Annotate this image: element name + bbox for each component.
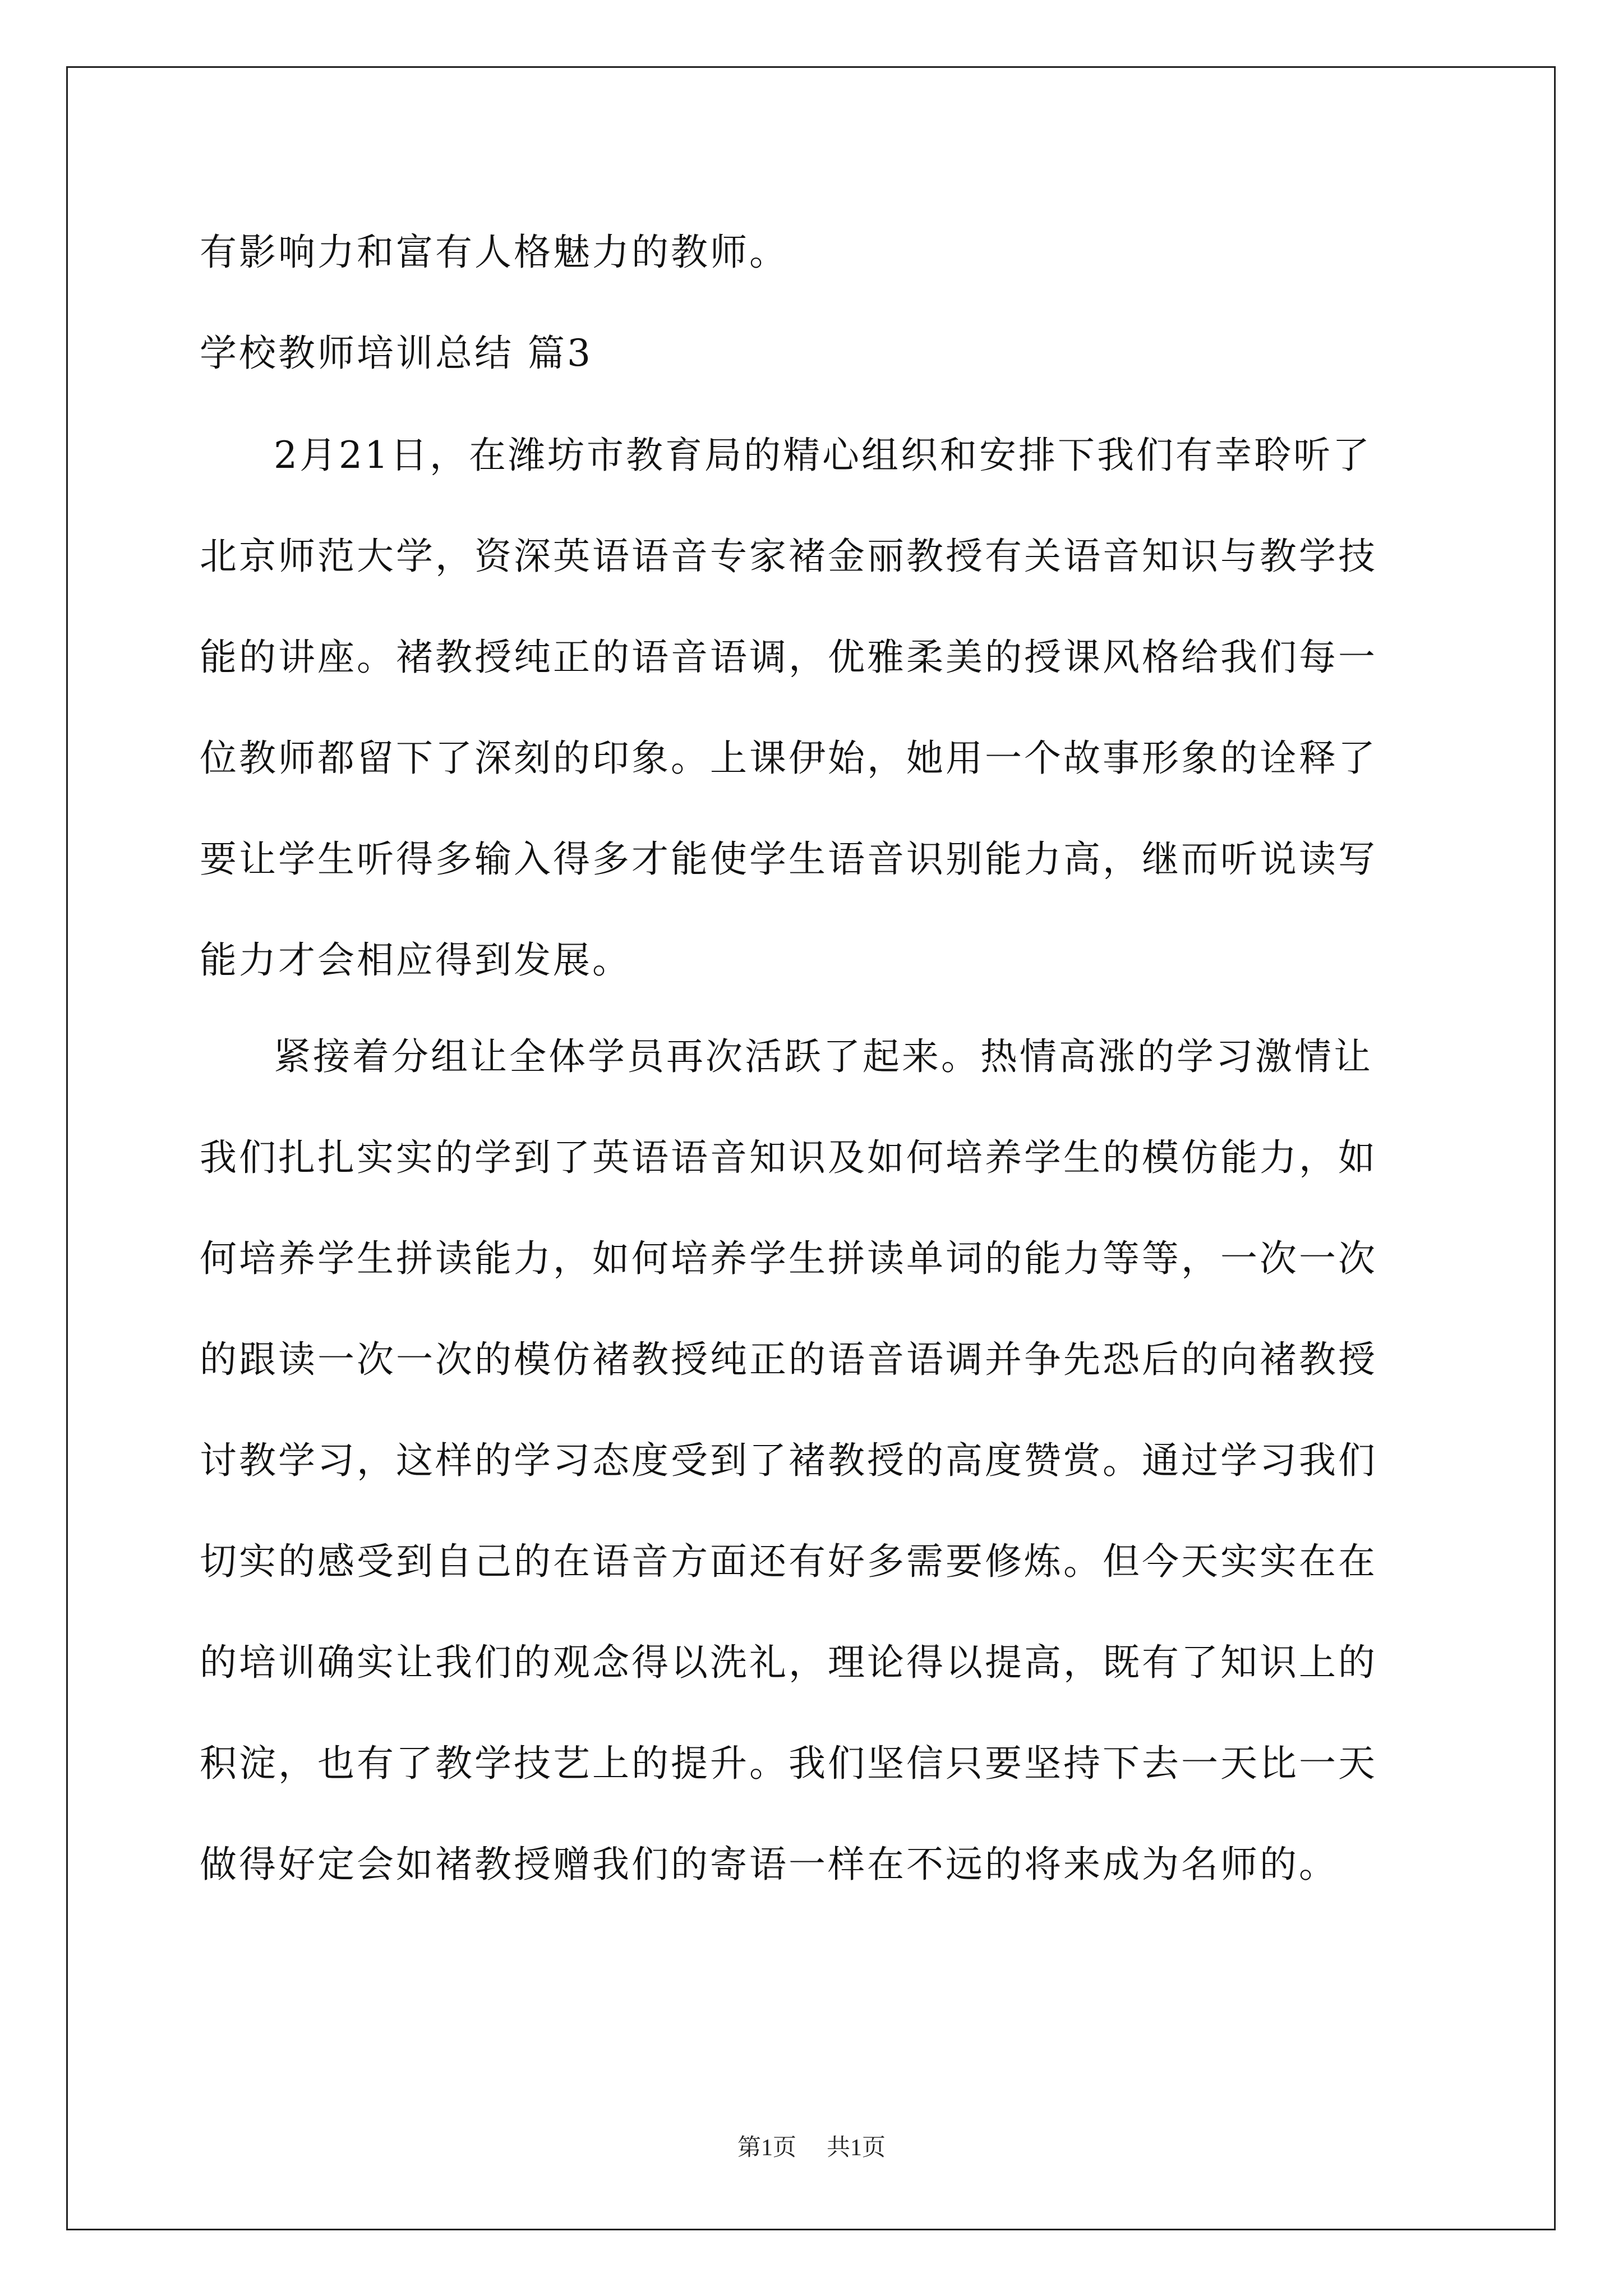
- section-title: 学校教师培训总结 篇3: [200, 332, 593, 375]
- paragraph-line: 积淀，也有了教学技艺上的提升。我们坚信只要坚持下去一天比一天: [200, 1742, 1377, 1785]
- paragraph-line: 做得好定会如褚教授赠我们的寄语一样在不远的将来成为名师的。: [200, 1843, 1338, 1886]
- paragraph-line: 2月21日，在潍坊市教育局的精心组织和安排下我们有幸聆听了: [274, 434, 1372, 477]
- paragraph-line: 何培养学生拼读能力，如何培养学生拼读单词的能力等等，一次一次: [200, 1237, 1377, 1280]
- paragraph-line: 能的讲座。褚教授纯正的语音语调，优雅柔美的授课风格给我们每一: [200, 636, 1377, 679]
- paragraph-line: 的培训确实让我们的观念得以洗礼，理论得以提高，既有了知识上的: [200, 1641, 1377, 1684]
- paragraph-line: 能力才会相应得到发展。: [200, 938, 631, 982]
- paragraph-1: [200, 405, 1431, 1011]
- carryover-line: 有影响力和富有人格魅力的教师。: [200, 231, 789, 274]
- paragraph-line: 切实的感受到自己的在语音方面还有好多需要修炼。但今天实实在在: [200, 1540, 1377, 1583]
- paragraph-line: 讨教学习，这样的学习态度受到了褚教授的高度赞赏。通过学习我们: [200, 1439, 1377, 1482]
- paragraph-line: 位教师都留下了深刻的印象。上课伊始，她用一个故事形象的诠释了: [200, 737, 1377, 780]
- page-number: 第1页: [737, 2135, 796, 2161]
- page-total: 共1页: [827, 2135, 886, 2161]
- paragraph-line: 要让学生听得多输入得多才能使学生语音识别能力高，继而听说读写: [200, 838, 1377, 881]
- paragraph-2: [200, 1006, 1431, 1915]
- document-body-top: [200, 202, 1431, 404]
- paragraph-line: 北京师范大学，资深英语语音专家褚金丽教授有关语音知识与教学技: [200, 535, 1377, 578]
- paragraph-line: 的跟读一次一次的模仿褚教授纯正的语音语调并争先恐后的向褚教授: [200, 1338, 1377, 1381]
- paragraph-line: 紧接着分组让全体学员再次活跃了起来。热情高涨的学习激情让: [274, 1035, 1373, 1078]
- paragraph-line: 我们扎扎实实的学到了英语语音知识及如何培养学生的模仿能力，如: [200, 1136, 1377, 1179]
- page-footer: [0, 2129, 1623, 2162]
